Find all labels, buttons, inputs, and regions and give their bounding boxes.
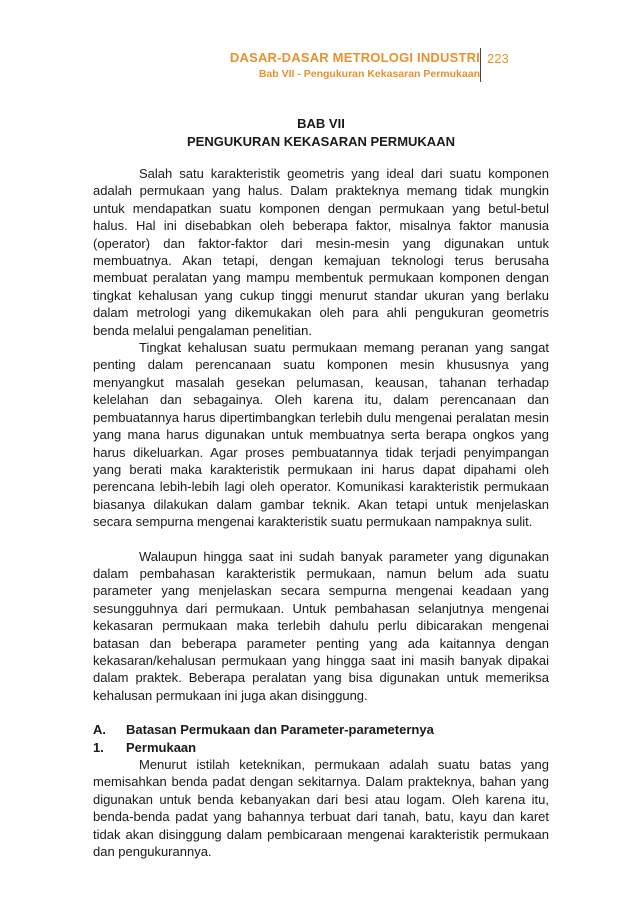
header-divider: [480, 48, 481, 82]
book-title: DASAR-DASAR METROLOGI INDUSTRI: [229, 50, 480, 65]
running-header: [150, 50, 480, 81]
paragraph-3: Walaupun hingga saat ini sudah banyak parameter yang digunakan dalam pembahasan karakteristik permukaan, namun belum ada suatu parameter yang menjelaskan secara sempurna mengenai keadaan yang sesungguhnya dari permukaan. Untuk pembahasan selanjutnya mengenai kekasaran permukaan maka terlebih dahulu perlu dibicarakan mengenai batasan dan beberapa parameter penting yang ada kaitannya dengan kekasaran/kehalusan permukaan yang hingga saat ini masih banyak dipakai dalam praktek. Beberapa peralatan yang bisa digunakan untuk memeriksa kehalusan permukaan ini juga akan disinggung.: [93, 548, 549, 703]
subsection-title: Permukaan: [126, 739, 197, 755]
paragraph-2: Tingkat kehalusan suatu permukaan memang peranan yang sangat penting dalam perencanaan suatu komponen mesin khususnya yang menyangkut masalah gesekan pelumasan, keausan, tahanan terhadap kelelahan dan sebagainya. Oleh karena itu, dalam perencanaan dan pembuatannya harus dipertimbangkan terlebih dulu mengenai peralatan mesin yang mana harus digunakan untuk membuatnya serta berapa ongkos yang harus dikeluarkan. Agar proses pembuatannya tidak terjadi penyimpangan yang berati maka karakteristik permukaan ini harus dapat dipahami oleh perencana lebih-lebih lagi oleh operator. Komunikasi karakteristik permukaan biasanya dilakukan dalam gambar teknik. Akan tetapi untuk menjelaskan secara sempurna mengenai karakteristik suatu permukaan nampaknya sulit.: [93, 340, 549, 530]
chapter-title: PENGUKURAN KEKASARAN PERMUKAAN: [187, 134, 455, 149]
section-heading-a: [93, 721, 549, 738]
section-number: A.: [93, 722, 106, 738]
section-title: Batasan Permukaan dan Parameter-parameternya: [126, 722, 434, 738]
page-content: [93, 115, 549, 860]
chapter-label: BAB VII: [297, 116, 345, 131]
paragraph-1: Salah satu karakteristik geometris yang ideal dari suatu komponen adalah permukaan yang halus. Dalam prakteknya memang tidak mungkin untuk mendapatkan suatu komponen dengan permukaan yang betul-betul halus. Hal ini disebabkan oleh beberapa faktor, misalnya faktor manusia (operator) dan faktor-faktor dari mesin-mesin yang digunakan untuk membuatnya. Akan tetapi, dengan kemajuan teknologi terus berusaha membuat peralatan yang mampu membentuk permukaan komponen dengan tingkat kehalusan yang cukup tinggi menurut standar ukuran yang berlaku dalam metrologi yang dikemukakan oleh para ahli pengukuran geometris benda melalui pengalaman penelitian.: [93, 166, 549, 338]
paragraph-gap: [93, 531, 549, 548]
paragraph-gap: [93, 704, 549, 721]
paragraph-4: Menurut istilah keteknikan, permukaan adalah suatu batas yang memisahkan benda padat dengan sekitarnya. Dalam prakteknya, bahan yang digunakan untuk benda kebanyakan dari besi atau logam. Oleh karena itu, benda-benda padat yang bahannya terbuat dari tanah, batu, kayu dan karet tidak akan disinggung dalam pembicaraan mengenai karakteristik permukaan dan pengukurannya.: [93, 757, 549, 860]
subsection-number: 1.: [93, 739, 104, 755]
page-number: 223: [487, 51, 509, 66]
chapter-subtitle: Bab VII - Pengukuran Kekasaran Permukaan: [258, 68, 480, 80]
subsection-heading-1: [93, 739, 549, 756]
